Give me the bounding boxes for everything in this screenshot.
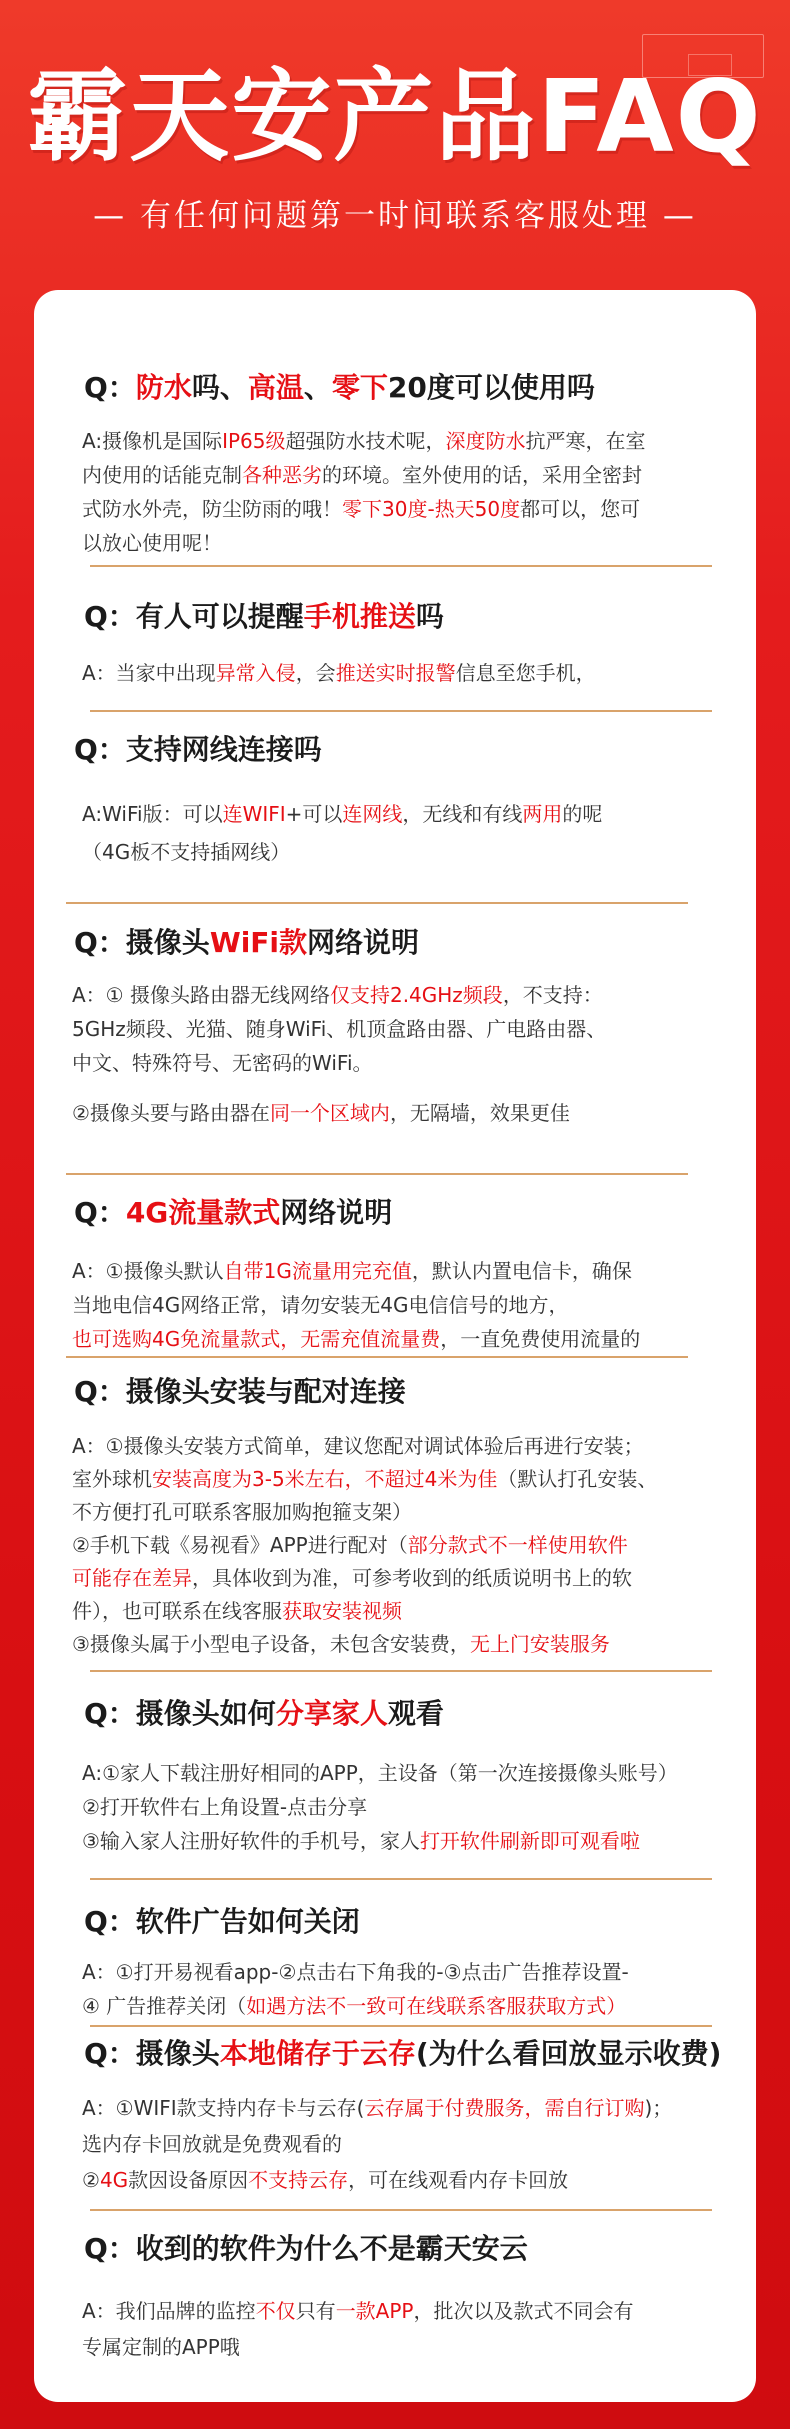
answer-highlight: 获取安装视频 — [282, 1599, 402, 1623]
answer-text: 室外球机 — [72, 1467, 152, 1491]
question-text: 网络说明 — [307, 926, 420, 959]
answer-text: 的环境。室外使用的话，采用全密封 — [322, 463, 642, 487]
answer-highlight: 推送实时报警 — [335, 661, 456, 685]
answer-text: ，无隔墙，效果更佳 — [389, 1101, 570, 1125]
answer-text: 的呢 — [562, 802, 603, 826]
answer-text: 当地电信4G网络正常，请勿安装无4G电信信号的地方， — [72, 1293, 569, 1317]
faq-answer-3 — [82, 795, 602, 871]
answer-text: 只有 — [295, 2299, 336, 2323]
answer-line — [72, 1046, 606, 1080]
faq-answer-7 — [82, 1756, 678, 1858]
answer-highlight: 打开软件刷新即可观看啦 — [419, 1829, 640, 1853]
answer-text: ，默认内置电信卡，确保 — [411, 1259, 632, 1283]
answer-line — [82, 833, 602, 871]
faq-answer-8 — [82, 1955, 629, 2023]
answer-text: 都可以，您可 — [520, 497, 641, 521]
answer-line — [72, 1096, 570, 1130]
answer-line — [82, 492, 646, 526]
answer-line — [72, 1529, 657, 1562]
question-text: 20度可以使用吗 — [387, 371, 595, 404]
answer-line — [82, 2126, 672, 2162]
question-text: Q：软件广告如何关闭 — [84, 1905, 360, 1938]
question-highlight: 分享家人 — [275, 1697, 388, 1730]
answer-text: ，具体收到为准，可参考收到的纸质说明书上的软 — [192, 1566, 632, 1590]
divider-line — [66, 902, 688, 904]
answer-highlight: 各种恶劣 — [242, 463, 322, 487]
question-highlight: 零下 — [331, 371, 388, 404]
faq-question-7 — [84, 1695, 444, 1733]
faq-card — [34, 290, 756, 2402]
answer-line — [72, 1463, 657, 1496]
question-text: 观看 — [387, 1697, 444, 1730]
faq-question-10 — [84, 2230, 528, 2268]
answer-text: ② — [82, 2168, 100, 2192]
answer-highlight: IP65级 — [222, 429, 286, 453]
answer-text: A：①打开易视看app-②点击右下角我的-③点击广告推荐设置- — [82, 1960, 629, 1984]
answer-text: ②手机下载《易视看》APP进行配对（ — [72, 1533, 408, 1557]
answer-line — [72, 1430, 657, 1463]
answer-line — [82, 1790, 678, 1824]
faq-question-5 — [74, 1194, 392, 1232]
answer-highlight: 零下30度-热天50度 — [342, 497, 521, 521]
answer-line — [82, 2090, 672, 2126]
answer-highlight: 自带1G流量用完充值 — [223, 1259, 412, 1283]
answer-highlight: 安装高度为3-5米左右，不超过4米为佳 — [152, 1467, 498, 1491]
answer-line — [82, 2162, 672, 2198]
question-highlight: 高温 — [247, 371, 304, 404]
answer-text: A：①摄像头默认 — [72, 1259, 224, 1283]
faq-question-3 — [74, 731, 322, 769]
answer-line — [82, 1955, 629, 1989]
answer-line — [72, 1012, 606, 1046]
faq-answer-5 — [72, 1254, 640, 1356]
question-text: Q： — [84, 371, 136, 404]
divider-line — [90, 1878, 712, 1880]
answer-line — [72, 1288, 640, 1322]
question-text: 网络说明 — [280, 1196, 393, 1229]
answer-text: A:WiFi版：可以 — [82, 802, 223, 826]
divider-line — [90, 1670, 712, 1672]
answer-text: A：我们品牌的监控 — [82, 2299, 256, 2323]
answer-line — [82, 2293, 634, 2329]
answer-highlight: 部分款式不一样使用软件 — [407, 1533, 628, 1557]
answer-line — [72, 978, 606, 1012]
answer-highlight: 连网线 — [342, 802, 403, 826]
answer-line — [82, 656, 596, 690]
answer-text: 不方便打孔可联系客服加购抱箍支架） — [72, 1500, 412, 1524]
faq-question-6 — [74, 1373, 406, 1411]
answer-line — [82, 795, 602, 833]
answer-highlight: 同一个区域内 — [269, 1101, 390, 1125]
divider-line — [66, 1356, 688, 1358]
answer-text: ，批次以及款式不同会有 — [413, 2299, 634, 2323]
question-text: Q：有人可以提醒 — [84, 600, 304, 633]
divider-line — [66, 1173, 688, 1175]
question-text: Q：摄像头 — [74, 926, 210, 959]
question-highlight: 手机推送 — [303, 600, 416, 633]
answer-text: 内使用的话能克制 — [82, 463, 242, 487]
question-text: Q：摄像头如何 — [84, 1697, 276, 1730]
answer-text: A：①WIFI款支持内存卡与云存( — [82, 2096, 365, 2120]
answer-text: 超强防水技术呢， — [285, 429, 446, 453]
question-text: Q：摄像头 — [84, 2037, 220, 2070]
page-title: 霸天安产品FAQ — [27, 58, 763, 175]
answer-line — [82, 424, 646, 458]
faq-question-4 — [74, 924, 419, 962]
answer-text: ③输入家人注册好软件的手机号，家人 — [82, 1829, 420, 1853]
answer-highlight: 一款APP — [335, 2299, 414, 2323]
answer-line — [82, 526, 646, 560]
answer-text: A：① 摄像头路由器无线网络 — [72, 983, 330, 1007]
question-highlight: 防水 — [135, 371, 192, 404]
answer-text: ，无线和有线 — [402, 802, 523, 826]
answer-text: 抗严寒，在室 — [525, 429, 646, 453]
answer-highlight: 如遇方法不一致可在线联系客服获取方式） — [246, 1994, 627, 2018]
answer-text: A:①家人下载注册好相同的APP，主设备（第一次连接摄像头账号） — [82, 1761, 678, 1785]
answer-text: )； — [644, 2096, 673, 2120]
question-highlight: WiFi款 — [209, 926, 308, 959]
answer-text: ②打开软件右上角设置-点击分享 — [82, 1795, 368, 1819]
answer-text: ，会 — [295, 661, 336, 685]
answer-highlight: 也可选购4G免流量款式，无需充值流量费 — [72, 1327, 441, 1351]
faq-answer-4 — [72, 978, 606, 1080]
faq-answer-4-note — [72, 1096, 570, 1130]
answer-line — [82, 1824, 678, 1858]
answer-highlight: 异常入侵 — [215, 661, 296, 685]
question-text: Q：收到的软件为什么不是霸天安云 — [84, 2232, 528, 2265]
faq-answer-1 — [82, 424, 646, 560]
answer-highlight: 深度防水 — [445, 429, 526, 453]
answer-line — [82, 1989, 629, 2023]
answer-highlight: 连WIFI — [222, 802, 286, 826]
question-text: 吗 — [415, 600, 444, 633]
answer-highlight: 无上门安装服务 — [469, 1632, 610, 1656]
faq-answer-10 — [82, 2293, 634, 2365]
answer-line — [82, 1756, 678, 1790]
faq-question-8 — [84, 1903, 360, 1941]
answer-text: A：①摄像头安装方式简单，建议您配对调试体验后再进行安装； — [72, 1434, 644, 1458]
answer-highlight: 4G — [99, 2168, 129, 2192]
question-text: 、 — [303, 371, 332, 404]
question-text: (为什么看回放显示收费) — [415, 2037, 722, 2070]
answer-text: 款因设备原因 — [128, 2168, 249, 2192]
divider-line — [90, 710, 712, 712]
answer-highlight: 不仅 — [255, 2299, 296, 2323]
answer-text: A:摄像机是国际 — [82, 429, 223, 453]
answer-text: 专属定制的APP哦 — [82, 2335, 240, 2359]
answer-line — [72, 1322, 640, 1356]
answer-text: 件），也可联系在线客服 — [72, 1599, 282, 1623]
answer-text: 5GHz频段、光猫、随身WiFi、机顶盒路由器、广电路由器、 — [72, 1017, 607, 1041]
question-text: Q： — [74, 1196, 126, 1229]
faq-answer-9 — [82, 2090, 672, 2198]
answer-text: 式防水外壳，防尘防雨的哦！ — [82, 497, 342, 521]
divider-line — [90, 2209, 712, 2211]
answer-line — [72, 1628, 657, 1661]
page-subtitle: — 有任何问题第一时间联系客服处理 — — [93, 198, 697, 234]
faq-question-2 — [84, 598, 444, 636]
faq-answer-2 — [82, 656, 596, 690]
answer-text: ，一直免费使用流量的 — [440, 1327, 641, 1351]
answer-line — [82, 2329, 634, 2365]
question-highlight: 本地储存于云存 — [219, 2037, 416, 2070]
answer-text: ，不支持： — [502, 983, 603, 1007]
answer-line — [72, 1595, 657, 1628]
faq-question-1 — [84, 369, 595, 407]
question-text: Q：摄像头安装与配对连接 — [74, 1375, 406, 1408]
answer-highlight: 不支持云存 — [248, 2168, 349, 2192]
answer-text: ②摄像头要与路由器在 — [72, 1101, 270, 1125]
answer-text: +可以 — [285, 802, 343, 826]
answer-text: （默认打孔安装、 — [497, 1467, 658, 1491]
answer-text: 以放心使用呢！ — [82, 531, 222, 555]
answer-highlight: 两用 — [522, 802, 563, 826]
faq-answer-6 — [72, 1430, 657, 1661]
answer-line — [82, 458, 646, 492]
divider-line — [90, 565, 712, 567]
faq-question-9 — [84, 2035, 721, 2073]
question-text: Q：支持网线连接吗 — [74, 733, 322, 766]
question-highlight: 4G流量款式 — [125, 1196, 281, 1229]
answer-line — [72, 1562, 657, 1595]
question-text: 吗、 — [191, 371, 248, 404]
answer-highlight: 可能存在差异 — [72, 1566, 192, 1590]
answer-text: （4G板不支持插网线） — [82, 840, 291, 864]
answer-text: ④ 广告推荐关闭（ — [82, 1994, 247, 2018]
answer-text: 选内存卡回放就是免费观看的 — [82, 2132, 342, 2156]
answer-highlight: 云存属于付费服务，需自行订购 — [364, 2096, 645, 2120]
answer-text: A：当家中出现 — [82, 661, 216, 685]
answer-line — [72, 1496, 657, 1529]
answer-text: ③摄像头属于小型电子设备，未包含安装费， — [72, 1632, 470, 1656]
answer-text: ，可在线观看内存卡回放 — [348, 2168, 569, 2192]
answer-line — [72, 1254, 640, 1288]
answer-text: 中文、特殊符号、无密码的WiFi。 — [72, 1051, 373, 1075]
divider-line — [90, 2025, 712, 2027]
answer-text: 信息至您手机， — [455, 661, 596, 685]
answer-highlight: 仅支持2.4GHz频段 — [329, 983, 503, 1007]
